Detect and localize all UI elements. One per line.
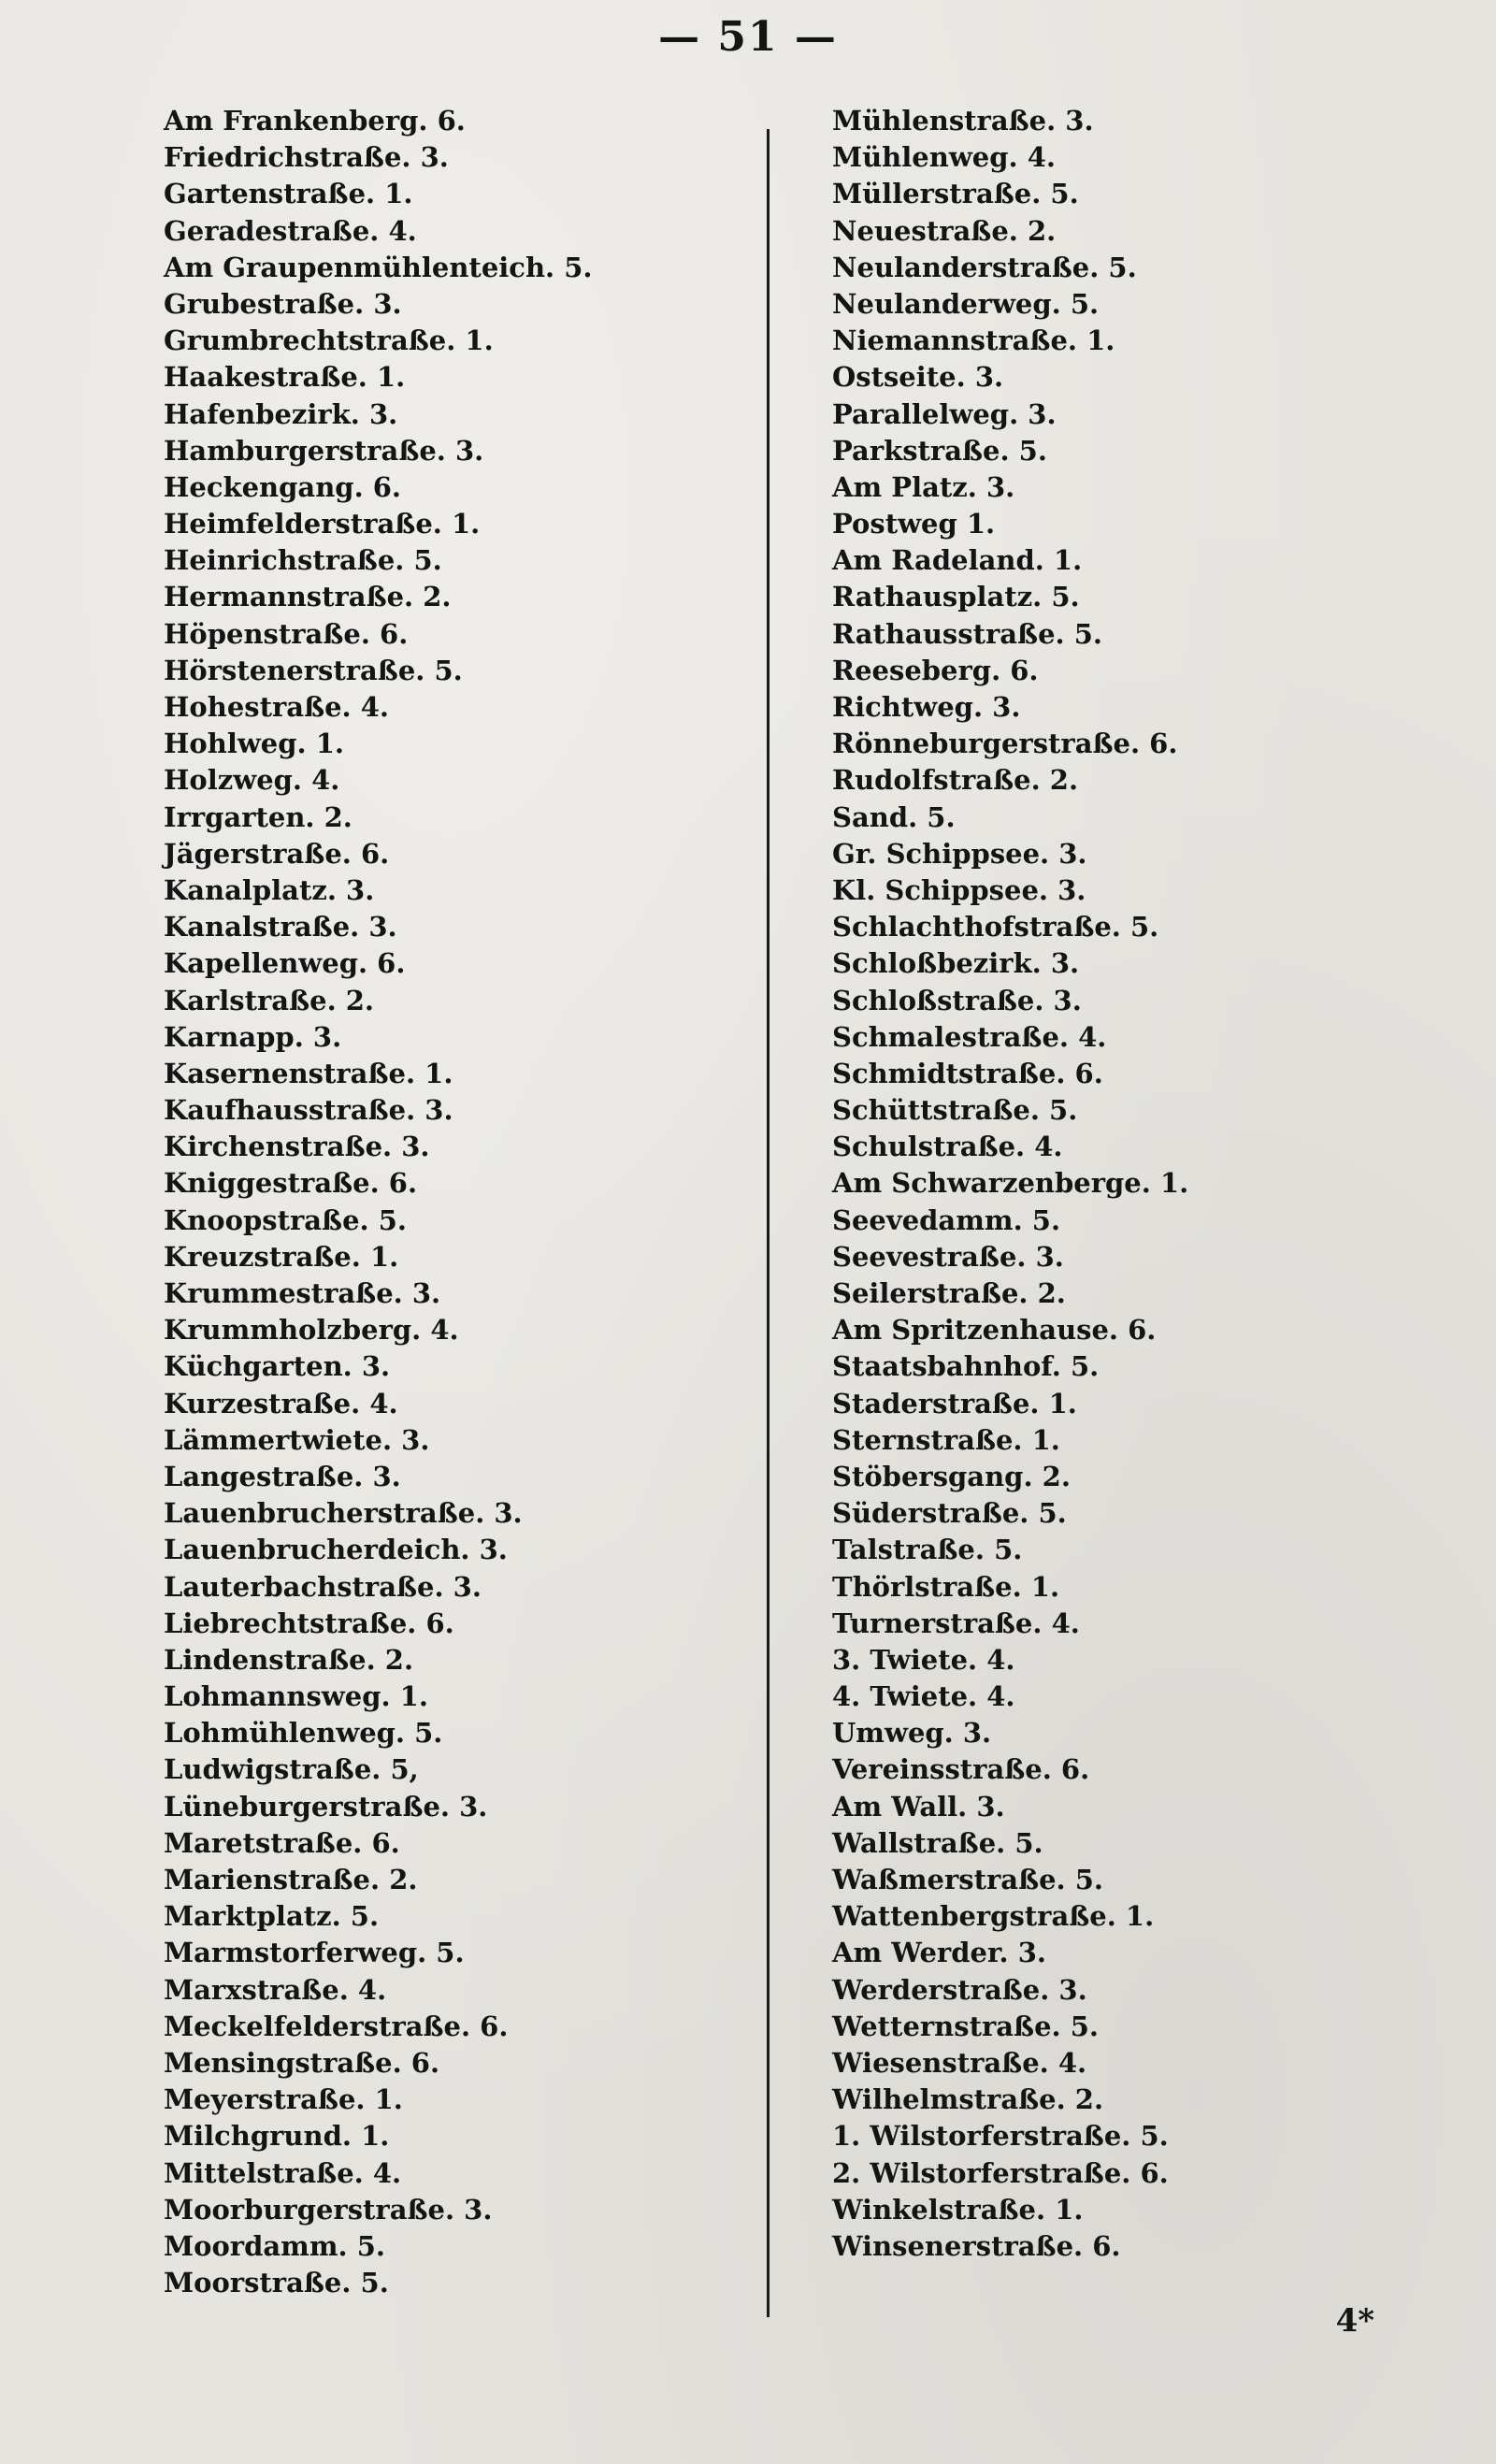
street-entry: 2. Wilstorferstraße. 6. <box>832 2156 1169 2189</box>
street-entry: Heckengang. 6. <box>164 470 402 503</box>
street-entry: Hörstenerstraße. 5. <box>164 654 463 686</box>
street-entry: Kniggestraße. 6. <box>164 1167 418 1200</box>
street-entry: Heinrichstraße. 5. <box>164 544 442 577</box>
street-entry: Kanalstraße. 3. <box>164 911 397 944</box>
street-entry: Milchgrund. 1. <box>164 2120 390 2153</box>
street-entry: Parallelweg. 3. <box>832 397 1057 430</box>
street-entry: Krummholzberg. 4. <box>164 1314 459 1347</box>
street-entry: Kreuzstraße. 1. <box>164 1240 399 1273</box>
street-entry: Staderstraße. 1. <box>832 1387 1077 1419</box>
street-list-right-column <box>832 103 1393 2265</box>
street-entry: Lauterbachstraße. 3. <box>164 1570 482 1603</box>
street-entry: Wattenbergstraße. 1. <box>832 1900 1155 1933</box>
street-entry: Moorburgerstraße. 3. <box>164 2193 493 2226</box>
street-entry: Lindenstraße. 2. <box>164 1643 414 1676</box>
street-entry: 1. Wilstorferstraße. 5. <box>832 2120 1169 2153</box>
street-entry: Mühlenstraße. 3. <box>832 105 1094 137</box>
street-entry: Neulanderstraße. 5. <box>832 251 1137 283</box>
street-entry: Lohmühlenweg. 5. <box>164 1717 443 1750</box>
street-entry: Lohmannsweg. 1. <box>164 1680 428 1713</box>
street-entry: Waßmerstraße. 5. <box>832 1864 1104 1895</box>
street-entry: Rudolfstraße. 2. <box>832 764 1079 797</box>
street-entry: Karnapp. 3. <box>164 1020 342 1053</box>
street-entry: Friedrichstraße. 3. <box>164 141 449 174</box>
street-entry: Richtweg. 3. <box>832 691 1021 723</box>
street-entry: Am Wall. 3. <box>832 1790 1005 1823</box>
street-entry: Schlachthofstraße. 5. <box>832 911 1159 944</box>
street-entry: Am Frankenberg. 6. <box>164 105 466 137</box>
street-entry: Liebrechtstraße. 6. <box>164 1607 454 1639</box>
street-entry: Küchgarten. 3. <box>164 1350 391 1383</box>
street-entry: Krummestraße. 3. <box>164 1277 441 1309</box>
street-entry: Marktplatz. 5. <box>164 1900 380 1933</box>
street-entry: Hamburgerstraße. 3. <box>164 434 484 467</box>
street-entry: Hohlweg. 1. <box>164 728 345 760</box>
street-entry: Schüttstraße. 5. <box>832 1094 1078 1127</box>
street-entry: Staatsbahnhof. 5. <box>832 1350 1100 1383</box>
street-entry: Kaufhausstraße. 3. <box>164 1094 453 1127</box>
street-entry: Am Schwarzenberge. 1. <box>832 1167 1189 1200</box>
street-entry: Marxstraße. 4. <box>164 1973 387 2006</box>
street-entry: Rönneburgerstraße. 6. <box>832 728 1178 760</box>
street-entry: Sternstraße. 1. <box>832 1423 1060 1456</box>
street-entry: Irrgarten. 2. <box>164 800 352 833</box>
street-entry: Am Werder. 3. <box>832 1937 1047 1969</box>
street-entry: Meckelfelderstraße. 6. <box>164 2010 509 2042</box>
street-entry: Grumbrechtstraße. 1. <box>164 324 494 357</box>
street-entry: Sand. 5. <box>832 800 956 833</box>
street-entry: Jägerstraße. 6. <box>164 837 390 870</box>
street-entry: Kirchenstraße. 3. <box>164 1131 430 1163</box>
street-entry: Schloßstraße. 3. <box>832 984 1082 1016</box>
street-entry: Ostseite. 3. <box>832 361 1004 394</box>
street-entry: Ludwigstraße. 5, <box>164 1753 419 1786</box>
street-entry: Talstraße. 5. <box>832 1534 1023 1566</box>
signature-mark: 4* <box>1335 2302 1374 2340</box>
street-entry: Moordamm. 5. <box>164 2229 385 2262</box>
street-entry: Am Radeland. 1. <box>832 544 1083 577</box>
street-entry: Hafenbezirk. 3. <box>164 397 398 430</box>
street-entry: Grubestraße. 3. <box>164 287 402 320</box>
street-entry: Höpenstraße. 6. <box>164 617 409 650</box>
street-entry: Winkelstraße. 1. <box>832 2193 1084 2226</box>
street-list-left-column <box>164 103 725 2301</box>
street-entry: Schloßbezirk. 3. <box>832 947 1080 980</box>
street-entry: Mensingstraße. 6. <box>164 2046 440 2079</box>
street-entry: Wallstraße. 5. <box>832 1826 1043 1859</box>
street-entry: Rathausplatz. 5. <box>832 581 1080 613</box>
street-entry: Seevedamm. 5. <box>832 1203 1061 1236</box>
street-entry: Lämmertwiete. 3. <box>164 1423 430 1456</box>
street-entry: Postweg 1. <box>832 508 996 540</box>
street-entry: Am Graupenmühlenteich. 5. <box>164 251 593 283</box>
street-entry: Süderstraße. 5. <box>832 1497 1067 1530</box>
street-entry: Marienstraße. 2. <box>164 1864 418 1895</box>
street-entry: Hermannstraße. 2. <box>164 581 452 613</box>
street-entry: Meyerstraße. 1. <box>164 2083 403 2116</box>
street-entry: 3. Twiete. 4. <box>832 1643 1015 1676</box>
street-entry: Wetternstraße. 5. <box>832 2010 1100 2042</box>
street-entry: Wilhelmstraße. 2. <box>832 2083 1104 2116</box>
street-entry: Kurzestraße. 4. <box>164 1387 398 1419</box>
street-entry: Kasernenstraße. 1. <box>164 1057 453 1089</box>
street-entry: Wiesenstraße. 4. <box>832 2046 1087 2079</box>
street-entry: Seilerstraße. 2. <box>832 1277 1066 1309</box>
street-entry: Karlstraße. 2. <box>164 984 375 1016</box>
street-entry: Holzweg. 4. <box>164 764 340 797</box>
street-entry: Seevestraße. 3. <box>832 1240 1064 1273</box>
street-entry: Haakestraße. 1. <box>164 361 406 394</box>
column-divider <box>767 129 770 2317</box>
street-entry: Neulanderweg. 5. <box>832 287 1100 320</box>
page-number: — 51 — <box>658 13 838 61</box>
street-entry: Parkstraße. 5. <box>832 434 1047 467</box>
street-entry: 4. Twiete. 4. <box>832 1680 1015 1713</box>
street-entry: Reeseberg. 6. <box>832 654 1039 686</box>
street-entry: Kapellenweg. 6. <box>164 947 406 980</box>
street-entry: Heimfelderstraße. 1. <box>164 508 481 540</box>
street-entry: Vereinsstraße. 6. <box>832 1753 1090 1786</box>
street-entry: Umweg. 3. <box>832 1717 992 1750</box>
street-entry: Gartenstraße. 1. <box>164 178 413 210</box>
street-entry: Mittelstraße. 4. <box>164 2156 402 2189</box>
street-entry: Stöbersgang. 2. <box>832 1460 1071 1492</box>
street-entry: Geradestraße. 4. <box>164 214 417 247</box>
street-entry: Kl. Schippsee. 3. <box>832 873 1086 906</box>
street-entry: Gr. Schippsee. 3. <box>832 837 1087 870</box>
street-entry: Langestraße. 3. <box>164 1460 401 1492</box>
street-entry: Winsenerstraße. 6. <box>832 2229 1121 2262</box>
street-entry: Schmidtstraße. 6. <box>832 1057 1103 1089</box>
street-entry: Am Platz. 3. <box>832 470 1015 503</box>
street-entry: Moorstraße. 5. <box>164 2267 389 2299</box>
street-entry: Schmalestraße. 4. <box>832 1020 1107 1053</box>
street-entry: Thörlstraße. 1. <box>832 1570 1060 1603</box>
street-entry: Lüneburgerstraße. 3. <box>164 1790 488 1823</box>
street-entry: Lauenbrucherstraße. 3. <box>164 1497 523 1530</box>
street-entry: Lauenbrucherdeich. 3. <box>164 1534 508 1566</box>
street-entry: Neuestraße. 2. <box>832 214 1057 247</box>
street-entry: Rathausstraße. 5. <box>832 617 1102 650</box>
street-entry: Schulstraße. 4. <box>832 1131 1063 1163</box>
street-entry: Kanalplatz. 3. <box>164 873 375 906</box>
street-entry: Am Spritzenhause. 6. <box>832 1314 1157 1347</box>
street-entry: Mühlenweg. 4. <box>832 141 1056 174</box>
street-entry: Werderstraße. 3. <box>832 1973 1087 2006</box>
street-entry: Knoopstraße. 5. <box>164 1203 407 1236</box>
street-entry: Niemannstraße. 1. <box>832 324 1115 357</box>
street-entry: Turnerstraße. 4. <box>832 1607 1080 1639</box>
street-entry: Hohestraße. 4. <box>164 691 390 723</box>
street-entry: Marmstorferweg. 5. <box>164 1937 465 1969</box>
street-entry: Maretstraße. 6. <box>164 1826 400 1859</box>
street-entry: Müllerstraße. 5. <box>832 178 1079 210</box>
